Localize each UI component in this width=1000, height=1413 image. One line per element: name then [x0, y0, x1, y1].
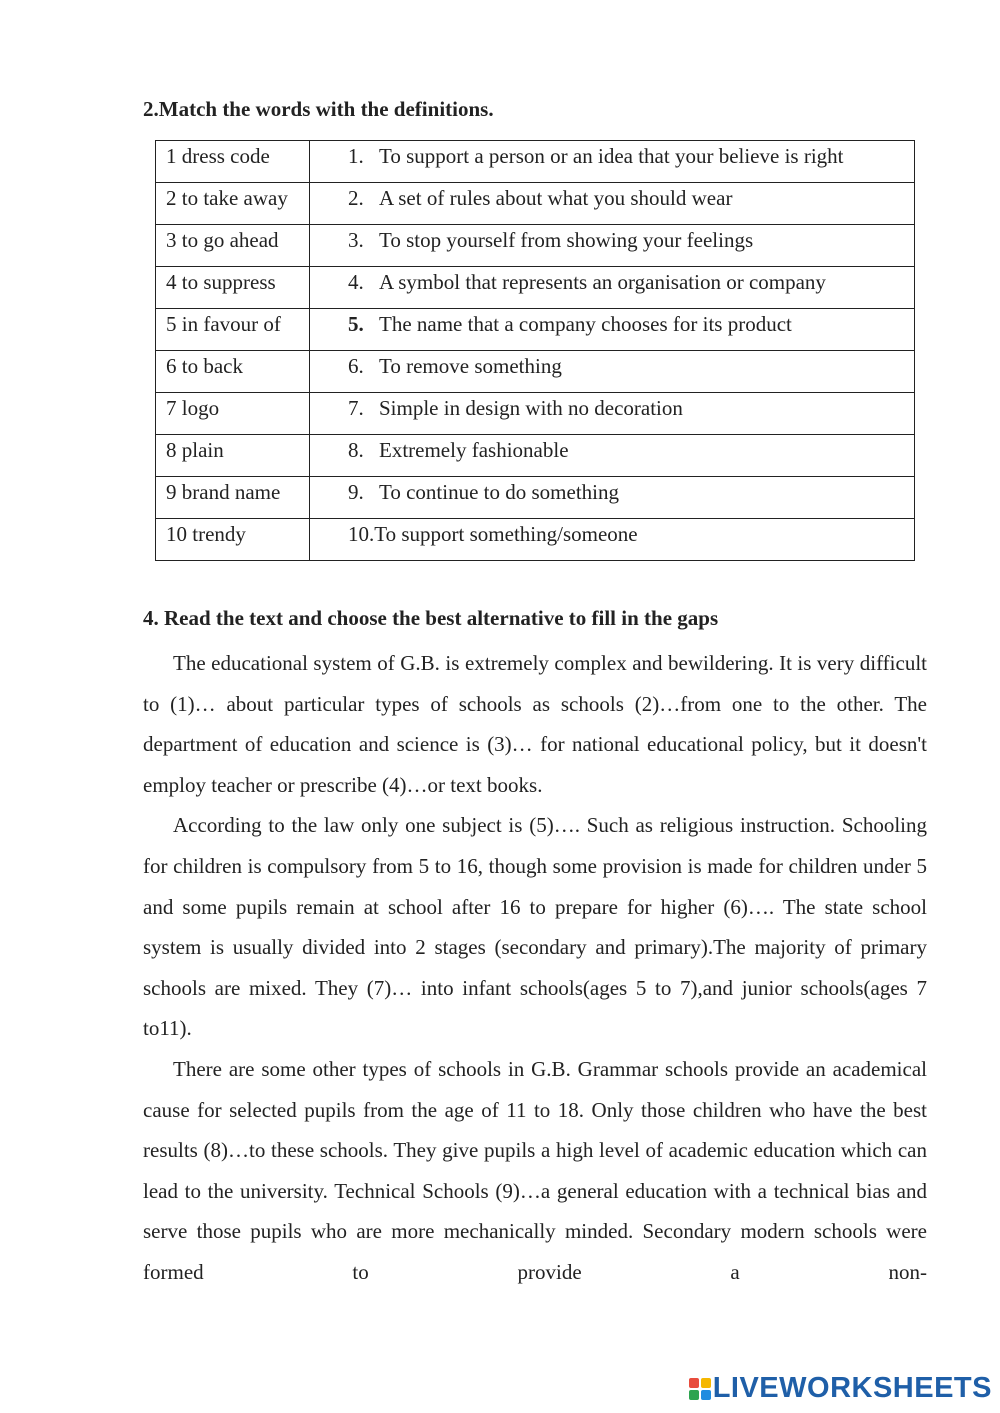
definition-cell — [310, 183, 915, 225]
table-row — [156, 519, 915, 561]
definition-cell — [310, 351, 915, 393]
logo-square — [689, 1378, 699, 1388]
matching-table — [155, 140, 915, 561]
definition-cell — [310, 309, 915, 351]
passage-paragraph-3: There are some other types of schools in G.B. Grammar schools provide an academical cause for selected pupils from the age of 11 to 18. Only those children who have the best results (8)…to these schools. They give pupils a high level of academic education which can lead to the university. Technical Schools (9)…a general education with a technical bias and serve those pupils who are more mechanically minded. Secondary modern schools were formed to provide a non- — [143, 1056, 927, 1284]
definition-number: 7. — [348, 396, 364, 420]
definition-cell — [310, 225, 915, 267]
logo-square — [701, 1378, 711, 1388]
table-row — [156, 309, 915, 351]
table-row — [156, 225, 915, 267]
word-cell: 1 dress code — [156, 141, 310, 183]
definition-cell — [310, 267, 915, 309]
definition-text: To stop yourself from showing your feelings — [379, 228, 754, 252]
definition-text: The name that a company chooses for its product — [379, 312, 792, 336]
table-row — [156, 435, 915, 477]
liveworksheets-logo-icon — [689, 1375, 711, 1403]
section-4-heading: 4. Read the text and choose the best alternative to fill in the gaps — [143, 606, 719, 630]
word-cell: 5 in favour of — [156, 309, 310, 351]
definition-number: 6. — [348, 354, 364, 378]
definition-number: 10. — [348, 522, 375, 546]
word-cell: 4 to suppress — [156, 267, 310, 309]
reading-passage — [143, 643, 927, 1293]
definition-text: Simple in design with no decoration — [379, 396, 683, 420]
word-cell: 8 plain — [156, 435, 310, 477]
table-row — [156, 351, 915, 393]
definition-text: A set of rules about what you should wear — [379, 186, 733, 210]
definition-text: A symbol that represents an organisation or company — [379, 270, 826, 294]
word-cell: 6 to back — [156, 351, 310, 393]
word-cell: 10 trendy — [156, 519, 310, 561]
definition-cell — [310, 141, 915, 183]
table-row — [156, 477, 915, 519]
passage-paragraph-2: According to the law only one subject is (5)…. Such as religious instruction. Schooling for children is compulsory from 5 to 16, though some provision is made for children under 5 and some pupils remain at school after 16 to prepare for higher (6)…. The state school system is usually divided into 2 stages (secondary and primary).The majority of primary schools are mixed. They (7)… into infant schools(ages 5 to 7),and junior schools(ages 7 to11). — [143, 813, 927, 1041]
word-cell: 9 brand name — [156, 477, 310, 519]
table-row — [156, 183, 915, 225]
liveworksheets-watermark — [689, 1372, 992, 1405]
word-cell: 2 to take away — [156, 183, 310, 225]
definition-cell — [310, 477, 915, 519]
definition-number: 1. — [348, 144, 364, 168]
logo-square — [701, 1390, 711, 1400]
definition-number: 8. — [348, 438, 364, 462]
definition-text: To support a person or an idea that your believe is right — [379, 144, 844, 168]
word-cell: 7 logo — [156, 393, 310, 435]
passage-paragraph-1: The educational system of G.B. is extremely complex and bewildering. It is very difficult to (1)… about particular types of schools as schools (2)…from one to the other. The department of education and science is (3)… for national educational policy, but it doesn't employ teacher or prescribe (4)…or text books. — [143, 651, 927, 797]
definition-text: To continue to do something — [379, 480, 620, 504]
definition-cell — [310, 393, 915, 435]
definition-cell — [310, 435, 915, 477]
definition-text: Extremely fashionable — [379, 438, 569, 462]
definition-number: 4. — [348, 270, 364, 294]
definition-number: 5. — [348, 312, 364, 336]
definition-number: 9. — [348, 480, 364, 504]
watermark-text: LIVEWORKSHEETS — [712, 1372, 992, 1404]
section-2-heading: 2.Match the words with the definitions. — [143, 97, 494, 121]
definition-text: To support something/someone — [374, 522, 638, 546]
table-row — [156, 267, 915, 309]
table-row — [156, 141, 915, 183]
definition-text: To remove something — [379, 354, 562, 378]
table-row — [156, 393, 915, 435]
word-cell: 3 to go ahead — [156, 225, 310, 267]
definition-number: 2. — [348, 186, 364, 210]
definition-cell — [310, 519, 915, 561]
logo-square — [689, 1390, 699, 1400]
definition-number: 3. — [348, 228, 364, 252]
